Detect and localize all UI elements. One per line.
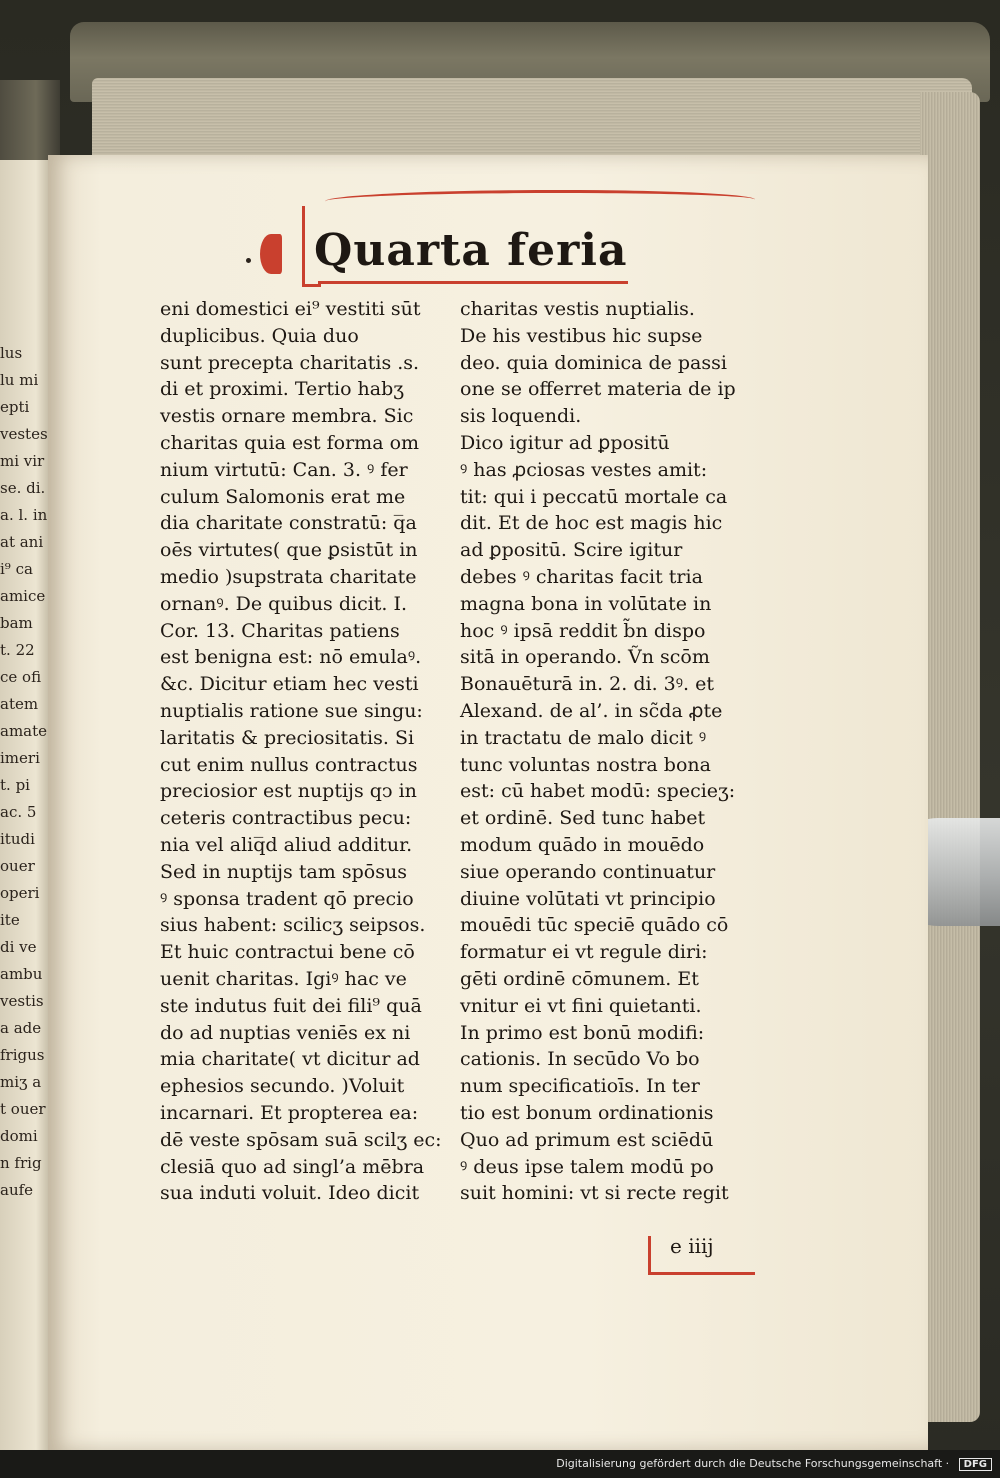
text-line: ꝰ has ꝓciosas vestes amit:	[460, 458, 708, 481]
text-line: medio )supstrata charitate	[160, 565, 417, 588]
text-line: cationis. In secūdo Vo bo	[460, 1048, 700, 1071]
text-line: magna bona in volūtate in	[460, 592, 712, 615]
text-line: incarnari. Et propterea ea:	[160, 1101, 419, 1124]
rubric-rule-title-base	[318, 281, 628, 284]
text-line: diuine volūtati vt principio	[460, 887, 716, 910]
left-page-fragment: at ani	[0, 533, 44, 551]
text-line: one se offerret materia de ip	[460, 378, 736, 401]
text-line: tunc voluntas nostra bona	[460, 753, 711, 776]
rubric-rule-top	[325, 190, 755, 211]
pilcrow-mark-icon	[260, 234, 282, 274]
left-page-fragment: itudi	[0, 830, 35, 848]
left-page-fragment: frigus	[0, 1046, 45, 1064]
left-page-fragment: operi	[0, 884, 40, 902]
left-page-fragment: imeri	[0, 749, 40, 767]
text-line: sius habent: scilicʒ seipsos.	[160, 914, 426, 937]
text-line: dia charitate constratū: q̅a	[160, 512, 417, 535]
text-line: ornanꝰ. De quibus dicit. I.	[160, 592, 408, 615]
text-line: deo. quia dominica de passi	[460, 351, 727, 374]
left-page-fragment: atem	[0, 695, 39, 713]
text-line: in tractatu de malo dicit ꝰ	[460, 726, 707, 749]
text-line: laritatis & preciositatis. Si	[160, 726, 415, 749]
left-page-fragment: domi	[0, 1127, 38, 1145]
text-line: ephesios secundo. )Voluit	[160, 1075, 405, 1098]
left-page-fragment: a ade	[0, 1019, 42, 1037]
left-page-fragment: epti	[0, 398, 30, 416]
left-page-fragment: amate	[0, 722, 48, 740]
text-line: mia charitate( vt dicitur ad	[160, 1048, 420, 1071]
text-line: Et huic contractui bene cō	[160, 941, 415, 964]
text-line: ceteris contractibus pecu:	[160, 807, 412, 830]
text-line: Dico igitur ad ꝑpositū	[460, 431, 670, 454]
text-line: sis loquendi.	[460, 405, 582, 428]
page-edges-right	[920, 92, 980, 1422]
left-page-fragment: se. di.	[0, 479, 46, 497]
text-line: oēs virtutes( que ꝑsistūt in	[160, 539, 418, 562]
text-line: num specificatioīs. In ter	[460, 1075, 700, 1098]
text-line: gēti ordinē cōmunem. Et	[460, 967, 699, 990]
text-line: do ad nuptias veniēs ex ni	[160, 1021, 411, 1044]
text-line: vnitur ei vt fini quietanti.	[460, 994, 702, 1017]
left-page-fragment: mi vir	[0, 452, 45, 470]
left-page-fragment: t ouer	[0, 1100, 46, 1118]
text-line: charitas vestis nuptialis.	[460, 298, 695, 320]
text-line: nuptialis ratione sue singu:	[160, 699, 423, 722]
text-line: clesiā quo ad singl’a mēbra	[160, 1155, 425, 1178]
left-page-fragment: ambu	[0, 965, 43, 983]
text-line: modum quādo in mouēdo	[460, 833, 705, 856]
text-line: cut enim nullus contractus	[160, 753, 418, 776]
text-line: hoc ꝰ ipsā reddit b̃n dispo	[460, 619, 706, 642]
text-line: formatur ei vt regule diri:	[460, 941, 708, 964]
text-line: Cor. 13. Charitas patiens	[160, 619, 400, 642]
text-line: nia vel aliq̅d aliud additur.	[160, 833, 413, 856]
signature-mark: e iiij	[670, 1234, 714, 1258]
text-line: tit: qui i peccatū mortale ca	[460, 485, 728, 508]
text-line: charitas quia est forma om	[160, 431, 420, 454]
left-page-fragment: vestis	[0, 992, 44, 1010]
text-line: In primo est bonū modifi:	[460, 1021, 705, 1044]
left-page-fragment: i⁹ ca	[0, 560, 33, 578]
text-line: debes ꝰ charitas facit tria	[460, 565, 703, 588]
text-line: culum Salomonis erat me	[160, 485, 406, 508]
text-line: ste indutus fuit dei fili⁹ quā	[160, 994, 422, 1017]
text-line: siue operando continuatur	[460, 860, 716, 883]
text-column-right	[460, 296, 760, 1207]
running-title: Quarta feria	[314, 225, 628, 276]
footer-credit	[556, 1457, 992, 1471]
left-page-fragment: amice	[0, 587, 46, 605]
left-page-fragment: lus	[0, 344, 23, 362]
text-line: De his vestibus hic supse	[460, 324, 703, 347]
text-line: eni domestici ei⁹ vestiti sūt	[160, 298, 421, 320]
left-page-fragment: miʒ a	[0, 1073, 42, 1091]
left-page-fragment: ite	[0, 911, 20, 929]
text-line: ꝰ sponsa tradent qō precio	[160, 887, 414, 910]
page-edges-top	[92, 78, 972, 156]
text-line: preciosior est nuptijs qↄ in	[160, 780, 417, 803]
text-line: di et proximi. Tertio habʒ	[160, 378, 405, 401]
text-line: sunt precepta charitatis .s.	[160, 351, 420, 374]
dfg-logo: DFG	[959, 1458, 992, 1471]
footer-credit-text: Digitalisierung gefördert durch die Deutsche Forschungsgemeinschaft ·	[556, 1457, 950, 1470]
text-line: Sed in nuptijs tam spōsus	[160, 860, 407, 883]
left-page-fragment: vestes	[0, 425, 48, 443]
text-line: est benigna est: nō emulaꝰ.	[160, 646, 422, 669]
text-line: ad ꝑpositū. Scire igitur	[460, 539, 683, 562]
text-line: mouēdi tūc speciē quādo cō	[460, 914, 729, 937]
text-line: nium virtutū: Can. 3. ꝰ fer	[160, 458, 408, 481]
left-page-fragment: n frig	[0, 1154, 42, 1172]
left-page-fragment: di ve	[0, 938, 37, 956]
left-page-fragment: ouer	[0, 857, 35, 875]
text-line: Alexand. de al’. in sc̃da ꝓte	[460, 699, 723, 722]
text-line: sitā in operando. Ṽn scōm	[460, 646, 710, 669]
left-page-fragment: ac. 5	[0, 803, 37, 821]
text-line: dē veste spōsam suā scilʒ ec:	[160, 1128, 442, 1151]
text-line: sua induti voluit. Ideo dicit	[160, 1182, 420, 1205]
title-dot	[246, 258, 251, 263]
left-page-fragment: aufe	[0, 1181, 34, 1199]
text-line: &c. Dicitur etiam hec vesti	[160, 673, 419, 696]
text-line: est: cū habet modū: specieʒ:	[460, 780, 736, 803]
text-line: Quo ad primum est sciēdū	[460, 1128, 714, 1151]
text-line: vestis ornare membra. Sic	[160, 405, 414, 428]
left-page-fragment: ce ofi	[0, 668, 42, 686]
left-page-fragment: a. l. in	[0, 506, 48, 524]
text-line: Bonauēturā in. 2. di. 3ꝰ. et	[460, 673, 714, 696]
text-line: et ordinē. Sed tunc habet	[460, 807, 706, 830]
text-line: suit homini: vt si recte regit	[460, 1182, 729, 1205]
text-line: duplicibus. Quia duo	[160, 324, 359, 347]
left-page-fragments	[0, 340, 48, 1204]
text-column-left	[160, 296, 450, 1207]
text-line: uenit charitas. Igiꝰ hac ve	[160, 967, 407, 990]
left-page-fragment: bam	[0, 614, 33, 632]
left-page-fragment: t. pi	[0, 776, 30, 794]
text-line: dit. Et de hoc est magis hic	[460, 512, 723, 535]
text-line: tio est bonum ordinationis	[460, 1101, 714, 1124]
left-page-fragment: lu mi	[0, 371, 39, 389]
left-page-fragment: t. 22	[0, 641, 35, 659]
text-line: ꝰ deus ipse talem modū po	[460, 1155, 714, 1178]
